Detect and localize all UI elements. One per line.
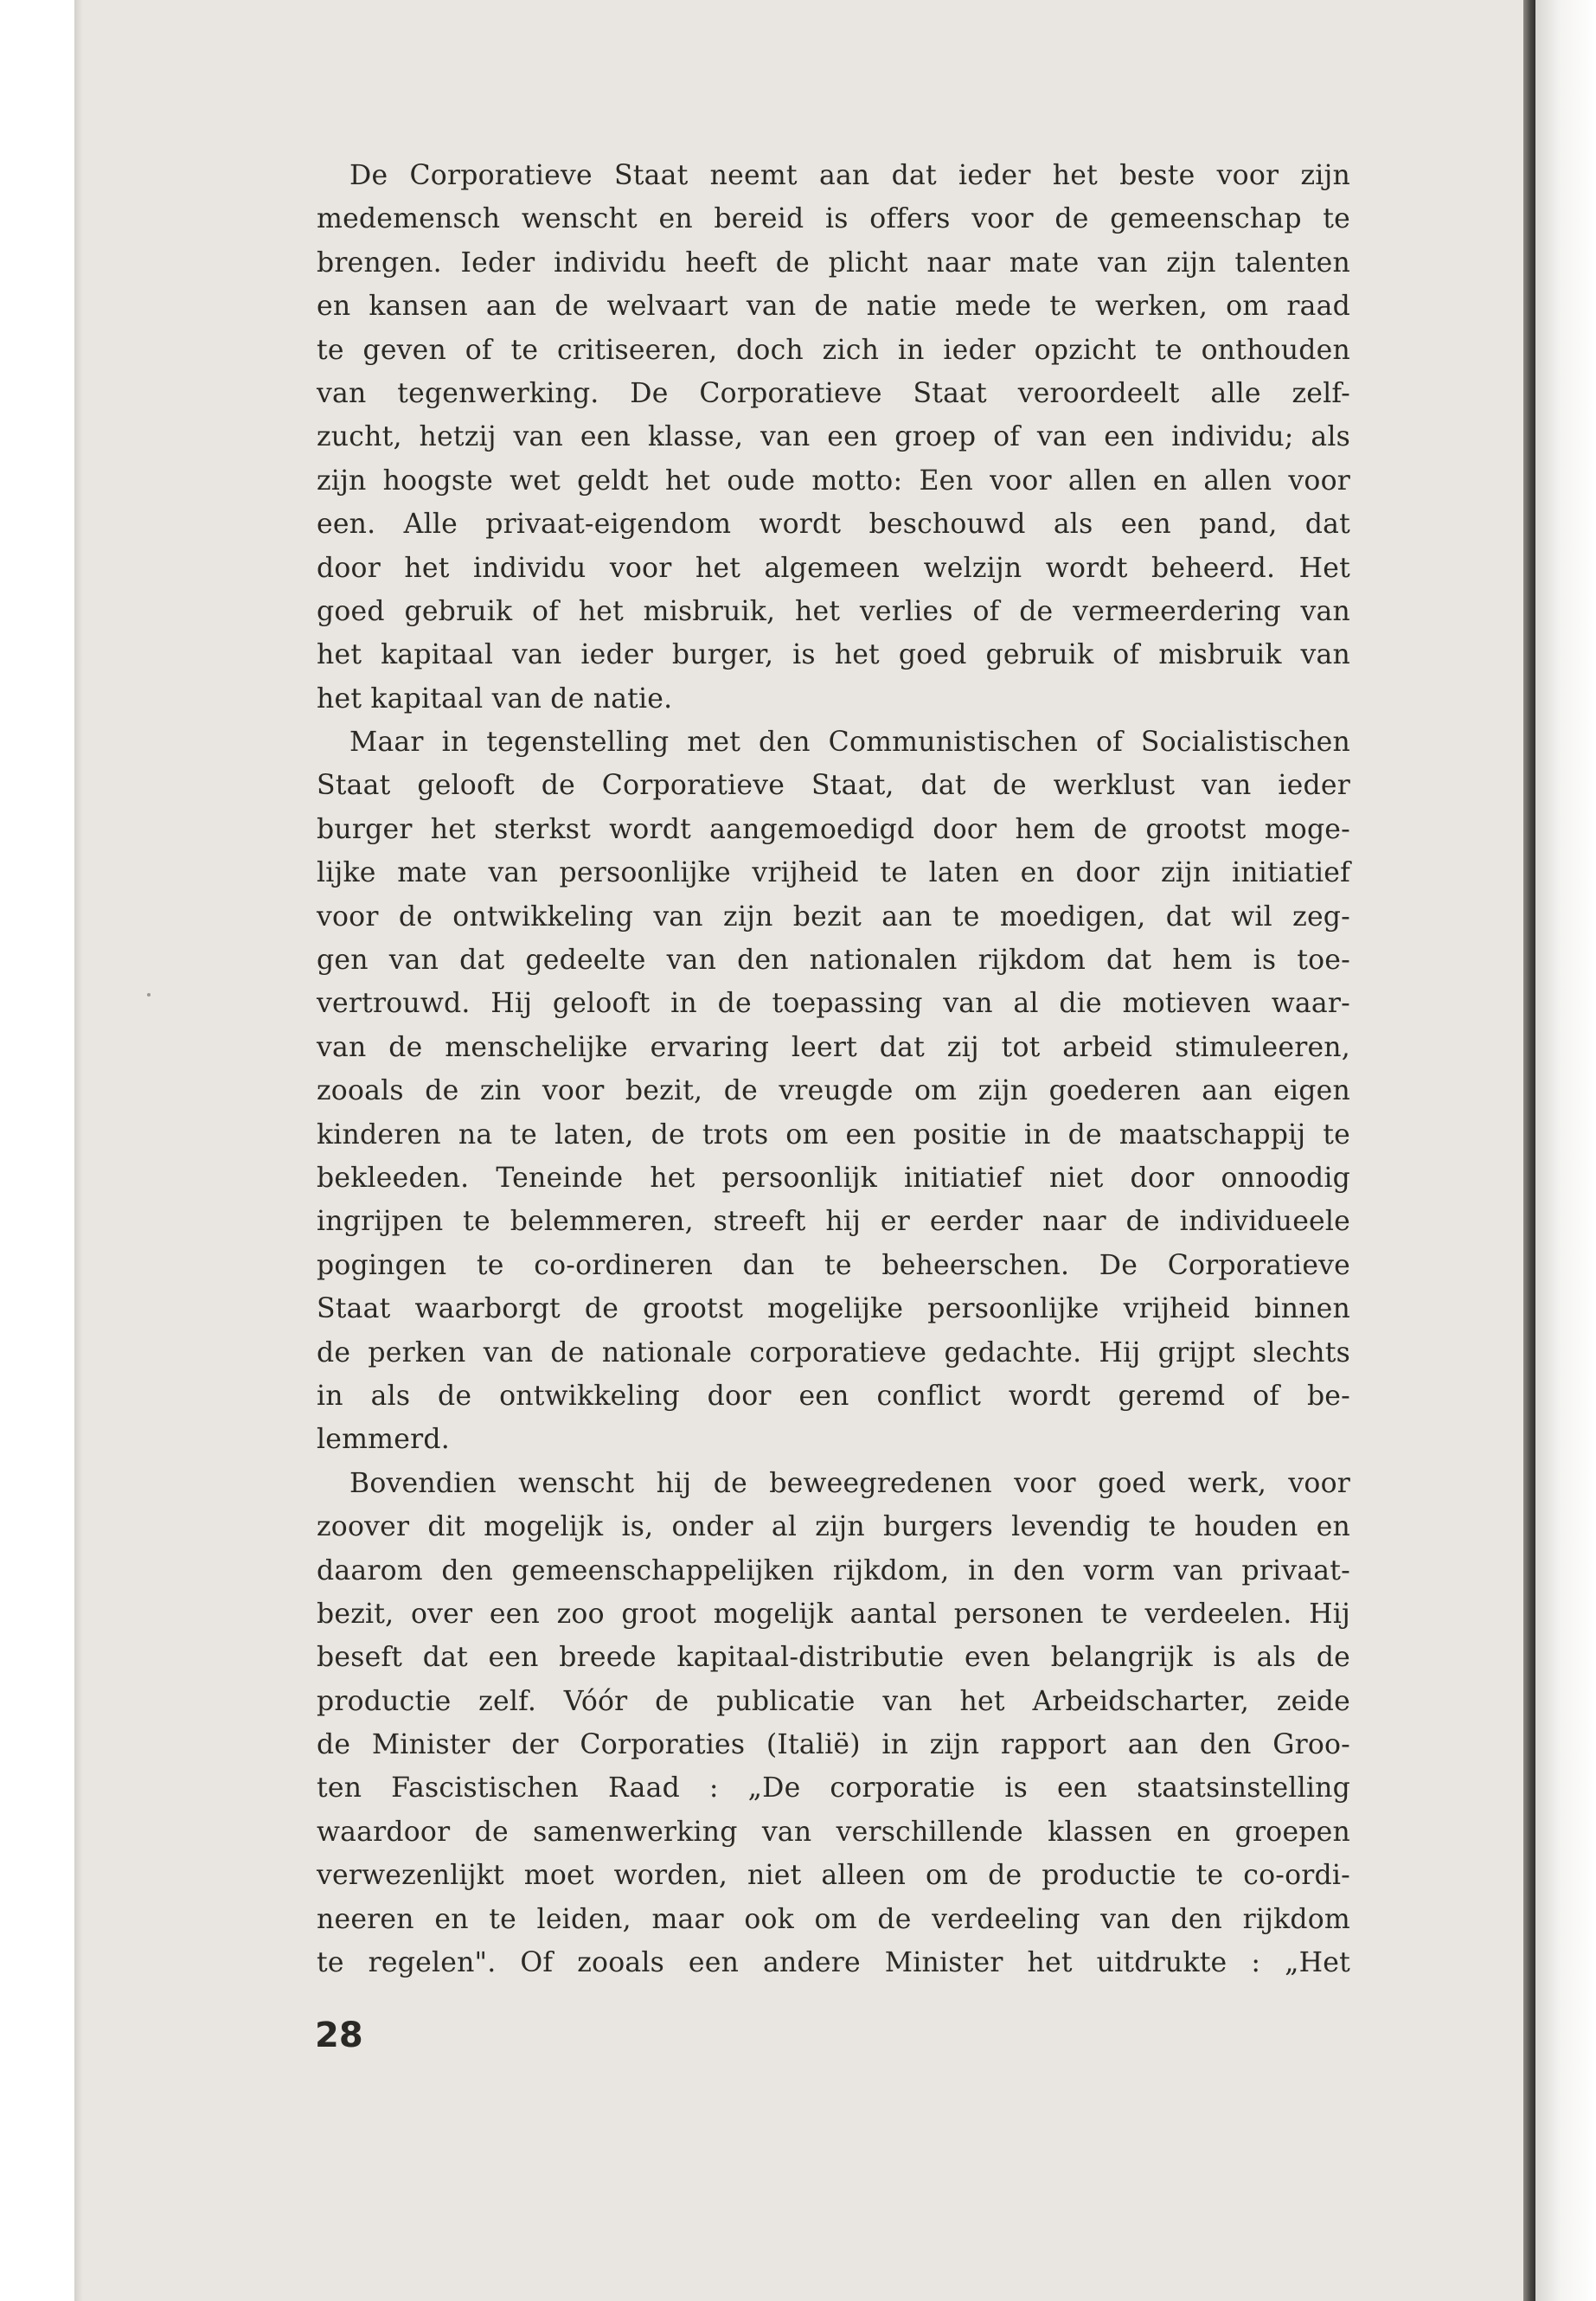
paragraph: [317, 154, 1350, 721]
text-line: beseft dat een breede kapitaal-distributie even belangrijk is als de: [317, 1642, 1350, 1674]
text-line: Staat gelooft de Corporatieve Staat, dat de werklust van ieder: [317, 770, 1350, 802]
text-line: te geven of te critiseeren, doch zich in ieder opzicht te onthouden: [317, 334, 1350, 366]
paragraph: [317, 1462, 1350, 1985]
text-line: lijke mate van persoonlijke vrijheid te laten en door zijn initiatief: [317, 857, 1350, 889]
text-line: zooals de zin voor bezit, de vreugde om zijn goederen aan eigen: [317, 1075, 1350, 1107]
paragraph: [317, 721, 1350, 1462]
text-line: Staat waarborgt de grootst mogelijke persoonlijke vrijheid binnen: [317, 1293, 1350, 1325]
text-line: bekleeden. Teneinde het persoonlijk initiatief niet door onnoodig: [317, 1162, 1350, 1194]
text-line: waardoor de samenwerking van verschillende klassen en groepen: [317, 1816, 1350, 1848]
text-line: van tegenwerking. De Corporatieve Staat veroordeelt alle zelf-: [317, 377, 1350, 409]
text-line: neeren en te leiden, maar ook om de verdeeling van den rijkdom: [317, 1903, 1350, 1935]
text-line: voor de ontwikkeling van zijn bezit aan te moedigen, dat wil zeg-: [317, 901, 1350, 933]
text-line: de Minister der Corporaties (Italië) in zijn rapport aan den Groo-: [317, 1729, 1350, 1761]
text-line: vertrouwd. Hij gelooft in de toepassing van al die motieven waar-: [317, 988, 1350, 1020]
text-line: burger het sterkst wordt aangemoedigd door hem de grootst moge-: [317, 813, 1350, 845]
text-line: goed gebruik of het misbruik, het verlies of de vermeerdering van: [317, 595, 1350, 627]
text-line: Maar in tegenstelling met den Communistischen of Socialistischen: [349, 727, 1350, 759]
text-line: van de menschelijke ervaring leert dat zij tot arbeid stimuleeren,: [317, 1031, 1350, 1063]
text-line: ten Fascistischen Raad : „De corporatie is een staatsinstelling: [317, 1772, 1350, 1804]
text-line: brengen. Ieder individu heeft de plicht naar mate van zijn talenten: [317, 247, 1350, 279]
text-line: zoover dit mogelijk is, onder al zijn burgers levendig te houden en: [317, 1511, 1350, 1543]
text-line: zijn hoogste wet geldt het oude motto: Een voor allen en allen voor: [317, 465, 1350, 497]
text-line: productie zelf. Vóór de publicatie van het Arbeidscharter, zeide: [317, 1685, 1350, 1717]
text-line: ingrijpen te belemmeren, streeft hij er eerder naar de individueele: [317, 1206, 1350, 1238]
text-line: in als de ontwikkeling door een conflict wordt geremd of be-: [317, 1380, 1350, 1412]
text-line: De Corporatieve Staat neemt aan dat ieder het beste voor zijn: [349, 160, 1350, 191]
text-line: lemmerd.: [317, 1424, 450, 1456]
page-right-edge-shadow: [1523, 0, 1535, 2301]
page-left-edge-shade: [74, 0, 83, 2301]
text-line: de perken van de nationale corporatieve gedachte. Hij grijpt slechts: [317, 1336, 1350, 1368]
text-line: kinderen na te laten, de trots om een positie in de maatschappij te: [317, 1118, 1350, 1150]
text-line: pogingen te co-ordineren dan te beheerschen. De Corporatieve: [317, 1249, 1350, 1281]
text-line: het kapitaal van ieder burger, is het goed gebruik of misbruik van: [317, 639, 1350, 671]
stray-dot: [147, 993, 151, 997]
text-line: Bovendien wenscht hij de beweegredenen voor goed werk, voor: [349, 1467, 1350, 1499]
text-line: gen van dat gedeelte van den nationalen rijkdom dat hem is toe-: [317, 945, 1350, 977]
text-line: te regelen". Of zooals een andere Minister het uitdrukte : „Het: [317, 1947, 1350, 1979]
body-text: [317, 154, 1350, 1984]
text-line: verwezenlijkt moet worden, niet alleen om de productie te co-ordi-: [317, 1860, 1350, 1892]
text-line: bezit, over een zoo groot mogelijk aantal personen te verdeelen. Hij: [317, 1598, 1350, 1630]
text-line: een. Alle privaat-eigendom wordt beschouwd als een pand, dat: [317, 509, 1350, 541]
text-line: het kapitaal van de natie.: [317, 683, 673, 715]
page-number: 28: [315, 2016, 363, 2055]
text-line: door het individu voor het algemeen welzijn wordt beheerd. Het: [317, 552, 1350, 584]
text-line: medemensch wenscht en bereid is offers voor de gemeenschap te: [317, 203, 1350, 235]
text-line: en kansen aan de welvaart van de natie mede te werken, om raad: [317, 291, 1350, 323]
text-line: zucht, hetzij van een klasse, van een groep of van een individu; als: [317, 421, 1350, 453]
scan-background-strip: [1535, 0, 1596, 2301]
text-line: daarom den gemeenschappelijken rijkdom, in den vorm van privaat-: [317, 1554, 1350, 1586]
